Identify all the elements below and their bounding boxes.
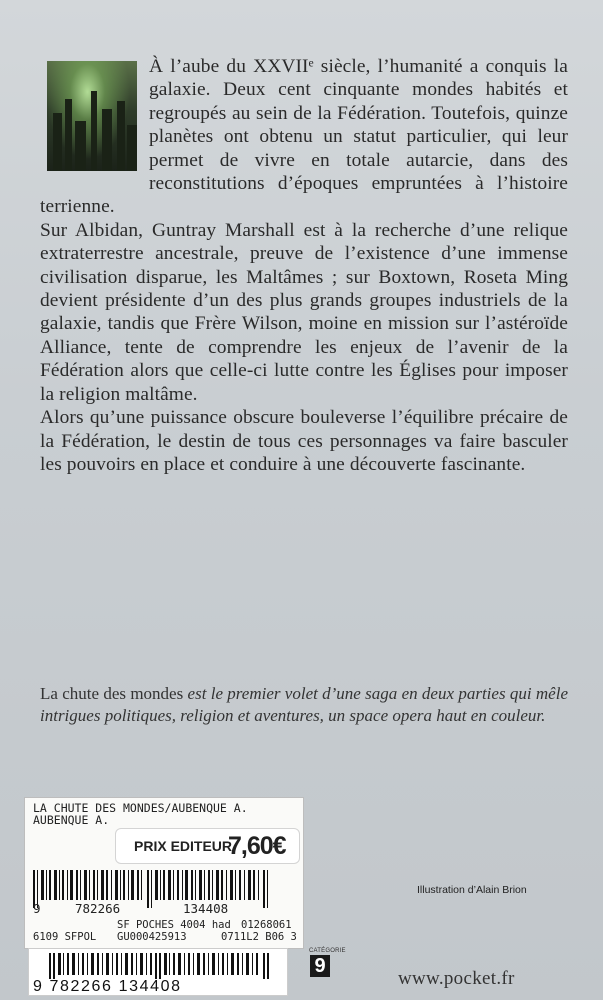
- blurb-paragraph-2: Sur Albidan, Guntray Marshall est à la recherche d’une relique extraterrestre ancestrale, preuve de l’existence d’une immense civilisation disparue, les Maltâmes ; sur Boxtown, Roseta Ming devient présidente d’un des plus grands groupes industriels de la galaxie, tandis que Frère Wilson, moine en mission sur l’astéroïde Alliance, tente de comprendre les enjeux de l’avenir de la Fédération alors que celle-ci lutte contre les Églises pour imposer la religion maltâme.: [40, 219, 568, 405]
- category-number: 9: [310, 955, 330, 977]
- tagline-book-title: La chute des mondes: [40, 684, 184, 703]
- sticker-barcode: [33, 870, 273, 908]
- back-cover-blurb: [40, 55, 568, 476]
- category-badge: [309, 948, 346, 977]
- price-value: 7,60€: [228, 832, 286, 860]
- price-sticker: [24, 797, 304, 949]
- blurb-paragraph-3: Alors qu’une puissance obscure bouleverse l’équilibre précaire de la Fédération, le destin de tous ces personnages va faire basculer les pouvoirs en place et conduire à une découverte fascinante.: [40, 407, 568, 475]
- price-box: [115, 828, 300, 864]
- ean-barcode: [49, 953, 269, 979]
- illustration-credit: Illustration d’Alain Brion: [417, 884, 527, 896]
- cover-thumbnail-image: [47, 61, 137, 171]
- sticker-line-b0: 6109 SFPOL: [33, 931, 97, 943]
- ean-barcode-label: [28, 948, 288, 996]
- tagline: [40, 683, 568, 727]
- sticker-barcode-right-digits: 134408: [183, 901, 229, 916]
- sticker-line-b2: 0711L2 B06 3: [221, 931, 297, 943]
- sticker-title-line-2: AUBENQUE A.: [33, 813, 110, 827]
- sticker-line-a1: SF POCHES 4004 had: [117, 919, 231, 931]
- category-label: CATÉGORIE: [309, 948, 346, 954]
- sticker-line-b1: GU000425913: [117, 931, 187, 943]
- sticker-barcode-digit: 9: [33, 901, 41, 916]
- sticker-line-a2: 01268061: [241, 919, 292, 931]
- sticker-title-line-1: LA CHUTE DES MONDES/AUBENQUE A.: [33, 801, 248, 815]
- blurb-paragraph-1: À l’aube du XXVIIᵉ siècle, l’humanité a conquis la galaxie. Deux cent cinquante mondes habités et regroupés au sein de la Fédération. Toutefois, quinze planètes ont obtenu un statut particulier, qui leur permet de vivre en totale autarcie, dans des reconstitutions d’époques empruntées à l’histoire terrienne.: [40, 56, 568, 218]
- sticker-title: [33, 802, 248, 826]
- price-label: PRIX EDITEUR: [134, 838, 233, 854]
- sticker-barcode-left-digits: 782266: [75, 901, 121, 916]
- website-url: www.pocket.fr: [398, 968, 515, 989]
- tagline-text: est le premier volet d’une saga en deux parties qui mêle intrigues politiques, religion et aventures, un space opera haut en couleur.: [40, 684, 568, 725]
- ean-digits: 9 782266 134408: [33, 978, 182, 995]
